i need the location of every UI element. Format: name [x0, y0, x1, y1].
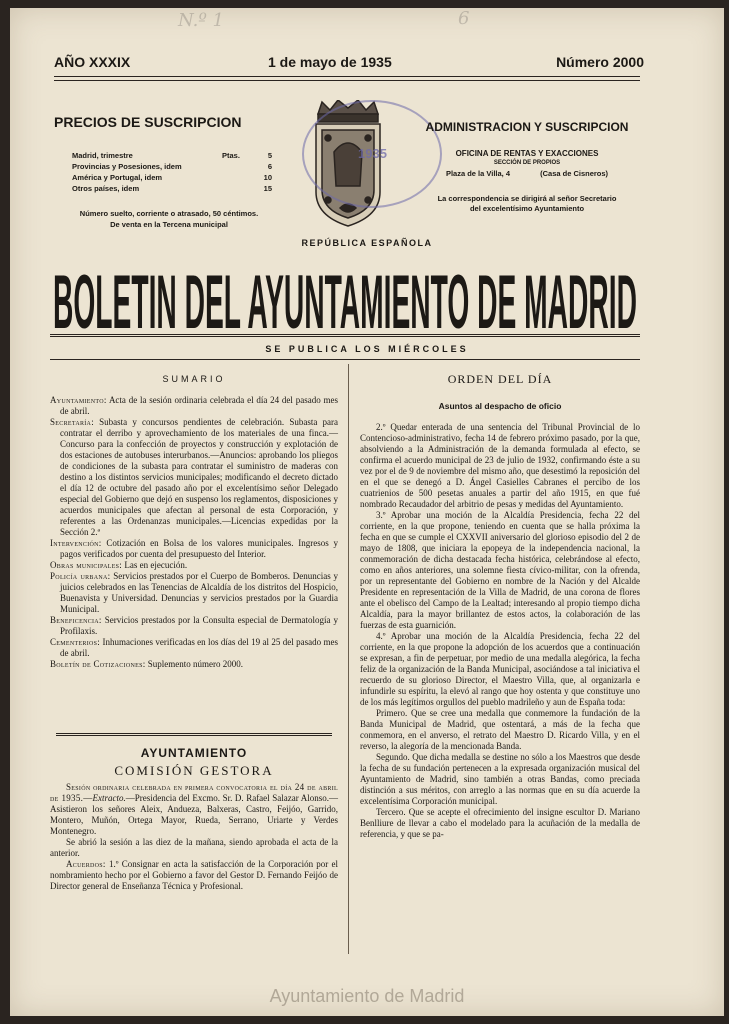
single-issue-note: Número suelto, corriente o atrasado, 50 céntimos. [79, 209, 259, 218]
publication-day: SE PUBLICA LOS MIÉRCOLES [265, 344, 469, 354]
summary-entry-text: Inhumaciones verificadas en los días del 19 al 25 del pasado mes de abril. [60, 637, 338, 658]
session-extract-label: Extracto. [92, 793, 126, 803]
summary-entry-label: Beneficencia: [50, 615, 102, 625]
subscription-price-list [72, 150, 272, 194]
agreements-paragraph [50, 859, 338, 892]
summary-entry-text: Cotización en Bolsa de los valores municipales. Ingresos y pagos verificados por cuenta del presupuesto del Interior. [60, 538, 339, 559]
price-label: América y Portugal, idem [72, 173, 163, 182]
administration-address-line [402, 169, 652, 178]
agenda-section [360, 374, 640, 840]
issue-date: 1 de mayo de 1935 [268, 54, 392, 70]
summary-section [50, 374, 338, 670]
ayuntamiento-section [50, 748, 338, 892]
price-unit [222, 161, 252, 172]
agenda-paragraph: 3.º Aprobar una moción de la Alcaldía Presidencia, fecha 22 del corriente, en la que propone, teniendo en cuenta que se halla próxima la fecha en que se cumple el CXXVII aniversario del glorioso episodio del 2 de mayo de 1808, que iniciara la epopeya de la independencia nacional, la conmemoración de dicha destacada fecha histórica, celebrándose al efecto, como en años anteriores, una solemne fiesta cívico-militar, con la ofrenda, por un representante del Gobierno en nombre de la Nación y del Alcalde Presidente en representación de la Villa de Madrid, de una corona de flores ante el obelisco del Campo de la Lealtad; interesando al propio tiempo dicha Alcaldía, para la mayor brillantez de estos actos, la colaboración de las fuerzas de esta guarnición. [360, 510, 640, 630]
agenda-subtitle: Asuntos al despacho de oficio [438, 401, 562, 411]
summary-entry-text: Subasta y concursos pendientes de celebración. Subasta para contratar el derribo y aprovechamiento de los materiales de una finca.—Concurso para la confección de proyectos y construcción y explotación de dos estaciones de autobuses interurbanos.—Anuncios: aprobando los pliegos de condiciones de la subasta para contratar el suministro de maderas con destino a los distintos servicios municipales; modificando el decreto dictado el día 12 de octubre del pasado año por el excelentísimo señor Delegado especial del Gobierno que dejó en suspenso los reglamentos, disposiciones y acuerdos municipales que afectan al personal de esta Corporación, y referentes a las Ordenanzas municipales.—Licencias expedidas por la Sección 2.ª [60, 417, 338, 537]
summary-entry-text: Las en ejecución. [124, 560, 188, 570]
agenda-paragraph: 2.º Quedar enterada de una sentencia del Tribunal Provincial de lo Contencioso-administrativo, fecha 14 de febrero próximo pasado, por la que, absolviendo a la Administración de la demanda formulada al efecto, se confirma el acuerdo municipal de 23 de julio de 1932, confirmando éste a su vez por el de 9 de noviembre del mismo año, que desestimó la reposición del en el que se denegó a D. Ángel Casielles Cabranes el percibo de los cuatrienios de 500 pesetas anuales a partir del año 1915, en que fué nombrado Recaudador del arbitrio de pesas y medidas del Ayuntamiento. [360, 422, 640, 509]
price-row [72, 161, 272, 172]
summary-entry [50, 615, 338, 637]
price-label: Provincias y Posesiones, idem [72, 162, 182, 171]
administration-title: ADMINISTRACION Y SUSCRIPCION [425, 120, 629, 134]
issue-number: Número 2000 [556, 54, 644, 70]
price-row [72, 183, 272, 194]
commission-heading: COMISIÓN GESTORA [114, 763, 274, 778]
agenda-paragraph: Primero. Que se cree una medalla que conmemore la fundación de la Banda Municipal de Madrid, que ostentará, a más de la fecha que conmemora, en el anverso, el retrato del Maestro D. Ricardo Villa, y en el reverso, la alegoría de la mencionada Banda. [360, 708, 640, 751]
summary-entry [50, 395, 338, 417]
masthead-title [50, 252, 640, 334]
summary-entry-label: Secretaría: [50, 417, 94, 427]
agenda-paragraph: 4.º Aprobar una moción de la Alcaldía Presidencia, fecha 22 del corriente, en la que propone la adopción de los acuerdos que a continuación se expresan, a fin de perpetuar, por medio de una medalla alegórica, la fecha feliz de la organización de la Banda Municipal, asociándose a tal iniciativa el recuerdo de su glorioso Director, el Maestro Villa, que, al organizarla e infundirle su espíritu, la elevó al rango que hoy ostenta y que constituye uno de los más legítimos orgullos del pueblo madrileño y aun de España toda: [360, 631, 640, 707]
agenda-paragraph: Segundo. Que dicha medalla se destine no sólo a los Maestros que desde la fecha de su fundación pertenecen a la expresada organización musical del Ayuntamiento de Madrid, sino también a otras Bandas, como preciada distinción a sus méritos, con arreglo a las normas que en su día acuerde la excelentísima Corporación municipal. [360, 752, 640, 806]
correspondence-note: La correspondencia se dirigirá al señor Secretario [437, 194, 617, 203]
session-opened-paragraph: Se abrió la sesión a las diez de la mañana, siendo aprobada el acta de la anterior. [50, 837, 338, 858]
summary-entry-label: Ayuntamiento: [50, 395, 107, 405]
summary-end-rule [56, 733, 332, 736]
session-paragraph [50, 782, 338, 837]
sale-location-note: De venta en la Tercena municipal [110, 220, 228, 229]
header-rule [54, 76, 640, 77]
summary-entry [50, 571, 338, 615]
administration-office: OFICINA DE RENTAS Y EXACCIONES [455, 149, 599, 158]
price-unit: Ptas. [222, 151, 240, 160]
summary-title: SUMARIO [162, 374, 226, 384]
masthead-rule-bottom [50, 359, 640, 360]
summary-entry-label: Cementerios: [50, 637, 101, 647]
stamp-year: 1935 [358, 146, 387, 161]
newspaper-page [10, 8, 724, 1016]
agreements-label: Acuerdos: [66, 859, 106, 869]
summary-entry [50, 538, 338, 560]
summary-entry-label: Obras municipales: [50, 560, 123, 570]
administration-section: SECCIÓN DE PROPIOS [493, 160, 561, 166]
summary-entry-text: Servicios prestados por el Cuerpo de Bomberos. Denuncias y juicios celebrados en las Tenencias de Alcaldía de los distritos del Hospicio, Buenavista y Universidad. Denuncias y servicios prestados por la Guardia Municipal. [60, 571, 339, 614]
administration-building: (Casa de Cisneros) [540, 169, 609, 178]
agenda-title: ORDEN DEL DÍA [447, 372, 553, 386]
session-label: Sesión ordinaria celebrada en primera convocatoria el día 24 de abril de 1935.— [50, 782, 338, 803]
summary-entry-label: Boletín de Cotizaciones: [50, 659, 146, 669]
summary-entry-text: Acta de la sesión ordinaria celebrada el día 24 del pasado mes de abril. [60, 395, 338, 416]
administration-address: Plaza de la Villa, 4 [445, 169, 511, 178]
correspondence-note-line2: del excelentísimo Ayuntamiento [469, 204, 585, 213]
summary-entry [50, 560, 338, 571]
summary-entry-text: Servicios prestados por la Consulta especial de Dermatología y Profilaxis. [60, 615, 338, 636]
price-label: Madrid, trimestre [72, 151, 133, 160]
summary-entry [50, 659, 338, 670]
issue-year: AÑO XXXIX [54, 54, 131, 70]
session-text: —Presidencia del Excmo. Sr. D. Rafael Salazar Alonso.—Asistieron los señores Aleix, Andueza, Balxeras, Castro, Feijóo, Garrido, Montero, Muñón, Ortega Mayor, Rueda, Serrano, Uriarte y Verdes Montenegro. [50, 793, 338, 836]
handwritten-number-left: N.º 1 [178, 10, 224, 31]
summary-entry [50, 417, 338, 538]
administration-block [402, 120, 652, 213]
agenda-paragraph: Tercero. Que se acepte el ofrecimiento del insigne escultor D. Mariano Benlliure de llevar a cabo el modelado para la acuñación de la medalla de referencia, y que se pa- [360, 807, 640, 839]
archive-watermark: Ayuntamiento de Madrid [269, 986, 465, 1006]
summary-entry-label: Intervención: [50, 538, 102, 548]
price-unit [222, 183, 252, 194]
header-rule-secondary [54, 80, 640, 81]
masthead-rule [50, 334, 640, 337]
column-divider [348, 364, 349, 954]
price-value: 10 [263, 173, 272, 182]
price-unit [222, 172, 252, 183]
masthead-text: BOLETIN DEL AYUNTAMIENTO DE MADRID [53, 260, 637, 334]
summary-entry [50, 637, 338, 659]
price-value: 6 [267, 162, 272, 171]
price-row [72, 172, 272, 183]
handwritten-number-right: 6 [458, 8, 470, 29]
ayuntamiento-heading: AYUNTAMIENTO [140, 746, 248, 760]
price-row [72, 150, 272, 161]
price-value: 5 [267, 151, 272, 160]
republic-label: REPÚBLICA ESPAÑOLA [301, 238, 433, 248]
summary-entry-text: Suplemento número 2000. [147, 659, 244, 669]
price-value: 15 [263, 184, 272, 193]
agreements-text: 1.º Consignar en acta la satisfacción de la Corporación por el nombramiento hecho por el Gobierno a favor del Gestor D. Fernando Feijóo de Director general de Enseñanza Técnica y Profesional. [50, 859, 339, 891]
summary-entry-label: Policía urbana: [50, 571, 111, 581]
subscription-title: PRECIOS DE SUSCRIPCION [54, 114, 242, 130]
price-label: Otros países, idem [72, 184, 140, 193]
